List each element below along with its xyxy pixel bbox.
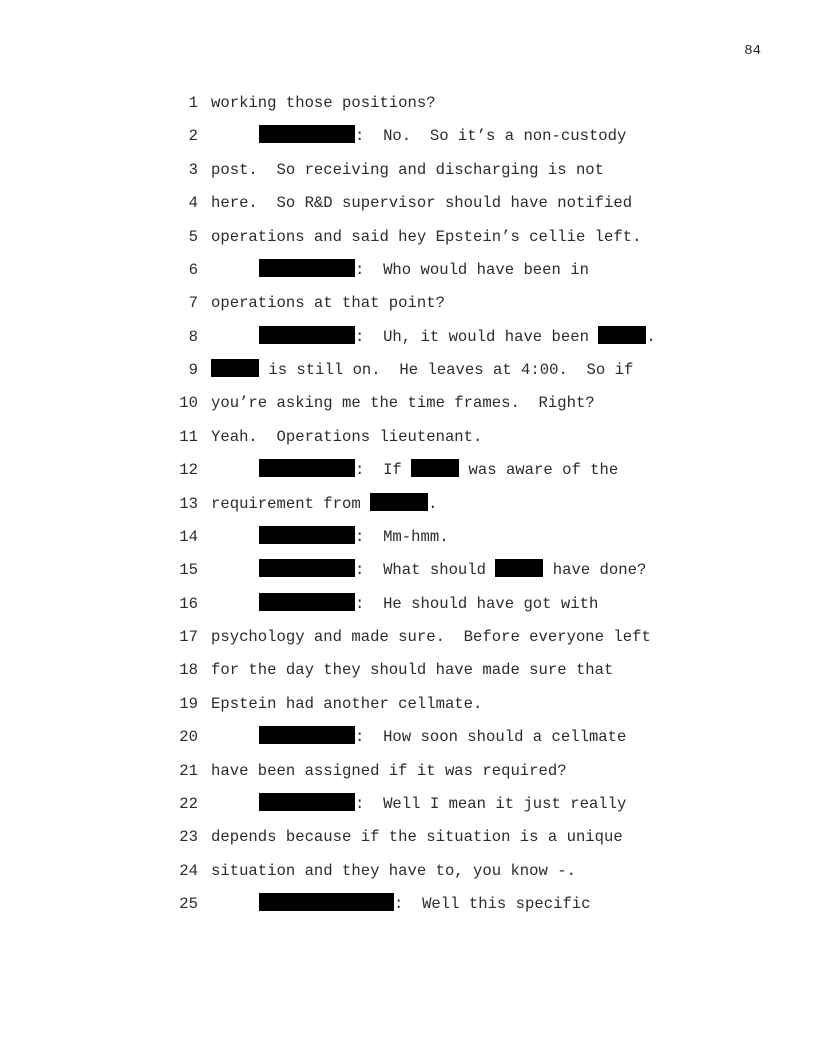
line-text (259, 726, 626, 748)
line-text-segment: psychology and made sure. Before everyone left (211, 628, 651, 646)
redaction-box (259, 893, 394, 911)
transcript-line (0, 359, 816, 392)
redaction-box (259, 459, 355, 477)
transcript-line (0, 793, 816, 826)
transcript-line (0, 860, 816, 893)
transcript-line (0, 760, 816, 793)
line-text (211, 826, 623, 848)
line-text-segment: post. So receiving and discharging is not (211, 160, 605, 179)
transcript-line (0, 693, 816, 726)
transcript-line (0, 593, 816, 626)
line-number: 17 (179, 628, 198, 646)
line-text (211, 493, 437, 515)
transcript-line (0, 659, 816, 692)
line-text (259, 125, 626, 147)
line-text (259, 259, 589, 281)
line-text (259, 793, 626, 815)
line-text-segment: Epstein had another cellmate. (211, 694, 483, 713)
line-number: 21 (179, 761, 198, 780)
line-number: 14 (179, 527, 198, 546)
transcript-line (0, 125, 816, 158)
line-number: 18 (179, 661, 198, 680)
redaction-box (259, 593, 355, 611)
transcript-line (0, 392, 816, 425)
redaction-box (259, 559, 355, 577)
transcript-line (0, 292, 816, 325)
line-text (211, 192, 632, 214)
line-text-segment: have done? (543, 561, 647, 580)
page-number: 84 (744, 43, 761, 59)
transcript-line (0, 92, 816, 125)
line-number: 1 (188, 94, 198, 112)
line-number: 24 (179, 861, 198, 880)
redaction-box (598, 326, 646, 344)
transcript-line (0, 426, 816, 459)
line-text (259, 326, 656, 348)
line-text-segment: : If (355, 461, 412, 480)
line-text-segment: was aware of the (459, 461, 619, 480)
transcript-line (0, 459, 816, 492)
line-text-segment: have been assigned if it was required? (211, 761, 567, 780)
transcript-line (0, 326, 816, 359)
transcript-body (0, 92, 816, 926)
transcript-line (0, 559, 816, 592)
line-number: 5 (188, 227, 198, 246)
line-text-segment: . (646, 327, 656, 346)
line-number: 13 (179, 494, 198, 513)
line-text-segment: here. So R&D supervisor should have notified (211, 194, 633, 213)
transcript-line (0, 526, 816, 559)
line-number: 25 (179, 895, 198, 913)
line-text-segment: working those positions? (211, 94, 436, 112)
redaction-box (259, 326, 355, 344)
redaction-box (211, 359, 259, 377)
line-text (211, 292, 445, 314)
line-text (211, 426, 482, 448)
line-text (211, 860, 576, 882)
line-text (211, 659, 613, 681)
redaction-box (259, 125, 355, 143)
redaction-box (495, 559, 543, 577)
transcript-line (0, 226, 816, 259)
transcript-line (0, 726, 816, 759)
line-text (259, 559, 646, 581)
line-text-segment: . (428, 494, 438, 513)
line-number: 15 (179, 561, 198, 580)
line-text-segment: operations and said hey Epstein’s cellie left. (211, 227, 642, 246)
line-text-segment: depends because if the situation is a unique (211, 828, 623, 847)
line-text (211, 359, 633, 381)
line-number: 23 (179, 828, 198, 847)
redaction-box (259, 259, 355, 277)
transcript-line (0, 826, 816, 859)
line-number: 4 (188, 194, 198, 213)
line-text (211, 392, 595, 414)
line-number: 9 (188, 361, 198, 379)
line-text-segment: : Mm-hmm. (355, 527, 449, 546)
line-text-segment: : No. So it’s a non-custody (355, 127, 627, 146)
line-text-segment: is still on. He leaves at 4:00. So if (259, 361, 634, 379)
line-number: 22 (179, 794, 198, 813)
redaction-box (259, 526, 355, 544)
transcript-line (0, 192, 816, 225)
line-text-segment: : Well this specific (394, 895, 591, 913)
line-number: 12 (179, 461, 198, 480)
transcript-line (0, 159, 816, 192)
redaction-box (411, 459, 459, 477)
transcript-line (0, 626, 816, 659)
line-text-segment: : How soon should a cellmate (355, 728, 627, 747)
line-number: 7 (188, 294, 198, 313)
line-number: 2 (188, 127, 198, 146)
line-text (259, 526, 449, 548)
line-number: 19 (179, 694, 198, 713)
line-text-segment: : What should (355, 561, 496, 580)
line-text-segment: : Uh, it would have been (355, 327, 599, 346)
transcript-line (0, 893, 816, 926)
line-text (211, 159, 604, 181)
line-number: 6 (188, 260, 198, 279)
line-text (211, 760, 567, 782)
line-number: 16 (179, 594, 198, 613)
line-text-segment: : Well I mean it just really (355, 794, 627, 813)
line-text-segment: requirement from (211, 494, 371, 513)
line-number: 11 (179, 427, 198, 446)
line-text-segment: you’re asking me the time frames. Right? (211, 394, 595, 413)
line-text-segment: : He should have got with (355, 594, 599, 613)
line-text-segment: situation and they have to, you know -. (211, 861, 576, 880)
line-text-segment: for the day they should have made sure that (211, 661, 614, 680)
line-number: 10 (179, 394, 198, 413)
redaction-box (259, 793, 355, 811)
redaction-box (259, 726, 355, 744)
line-text (211, 626, 651, 648)
line-text (211, 226, 641, 248)
line-text-segment: Yeah. Operations lieutenant. (211, 427, 483, 446)
line-text (259, 893, 591, 915)
line-text (259, 593, 598, 615)
line-text (211, 92, 436, 114)
line-number: 8 (188, 327, 198, 346)
line-number: 3 (188, 160, 198, 179)
line-text (211, 693, 482, 715)
line-text-segment: : Who would have been in (355, 260, 589, 279)
line-text (259, 459, 618, 481)
line-text-segment: operations at that point? (211, 294, 445, 313)
transcript-line (0, 259, 816, 292)
line-number: 20 (179, 728, 198, 747)
redaction-box (370, 493, 428, 511)
transcript-line (0, 493, 816, 526)
